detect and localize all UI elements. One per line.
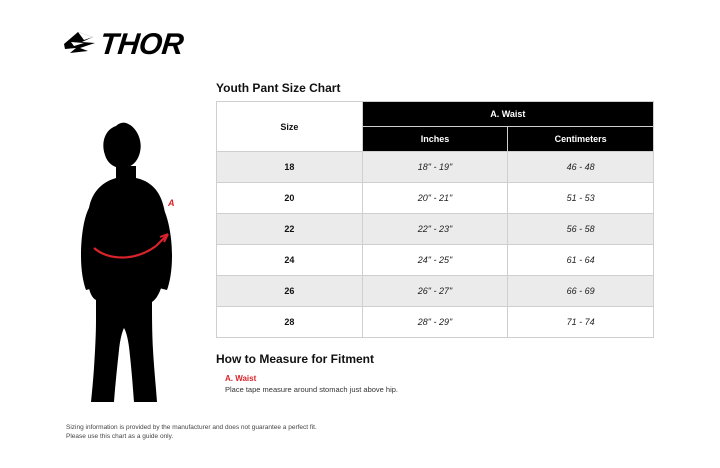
header-size: Size: [217, 102, 363, 152]
cell-size: 26: [217, 276, 363, 307]
cell-size: 28: [217, 307, 363, 338]
header-centimeters: Centimeters: [508, 127, 654, 152]
table-row: [217, 307, 654, 338]
table-row: [217, 152, 654, 183]
table-header-row: [217, 102, 654, 127]
table-row: [217, 276, 654, 307]
cell-size: 20: [217, 183, 363, 214]
table-row: [217, 214, 654, 245]
cell-centimeters: 61 - 64: [508, 245, 654, 276]
footnote-line-1: Sizing information is provided by the manufacturer and does not guarantee a perfect fit.: [66, 424, 317, 431]
cell-centimeters: 51 - 53: [508, 183, 654, 214]
size-chart-table: [216, 101, 654, 338]
page-title: Youth Pant Size Chart: [216, 81, 341, 95]
cell-centimeters: 71 - 74: [508, 307, 654, 338]
cell-centimeters: 46 - 48: [508, 152, 654, 183]
brand-name: THOR: [98, 28, 185, 61]
thor-helmet-icon: [62, 30, 96, 60]
cell-inches: 22" - 23": [362, 214, 508, 245]
cell-centimeters: 66 - 69: [508, 276, 654, 307]
brand-logo: [62, 30, 183, 60]
table-row: [217, 183, 654, 214]
cell-centimeters: 56 - 58: [508, 214, 654, 245]
cell-inches: 28" - 29": [362, 307, 508, 338]
howto-title: How to Measure for Fitment: [216, 352, 375, 366]
table-row: [217, 245, 654, 276]
footnote: [66, 423, 317, 442]
cell-size: 24: [217, 245, 363, 276]
header-inches: Inches: [362, 127, 508, 152]
footnote-line-2: Please use this chart as a guide only.: [66, 433, 174, 441]
youth-body-silhouette: [72, 120, 202, 410]
header-waist-group: A. Waist: [362, 102, 653, 127]
waist-measure-label: A: [168, 198, 175, 208]
cell-inches: 20" - 21": [362, 183, 508, 214]
cell-inches: 26" - 27": [362, 276, 508, 307]
howto-item-text: Place tape measure around stomach just above hip.: [225, 385, 399, 394]
howto-item-label: A. Waist: [225, 374, 257, 383]
cell-size: 18: [217, 152, 363, 183]
cell-inches: 18" - 19": [362, 152, 508, 183]
table-body: [217, 152, 654, 338]
cell-inches: 24" - 25": [362, 245, 508, 276]
cell-size: 22: [217, 214, 363, 245]
